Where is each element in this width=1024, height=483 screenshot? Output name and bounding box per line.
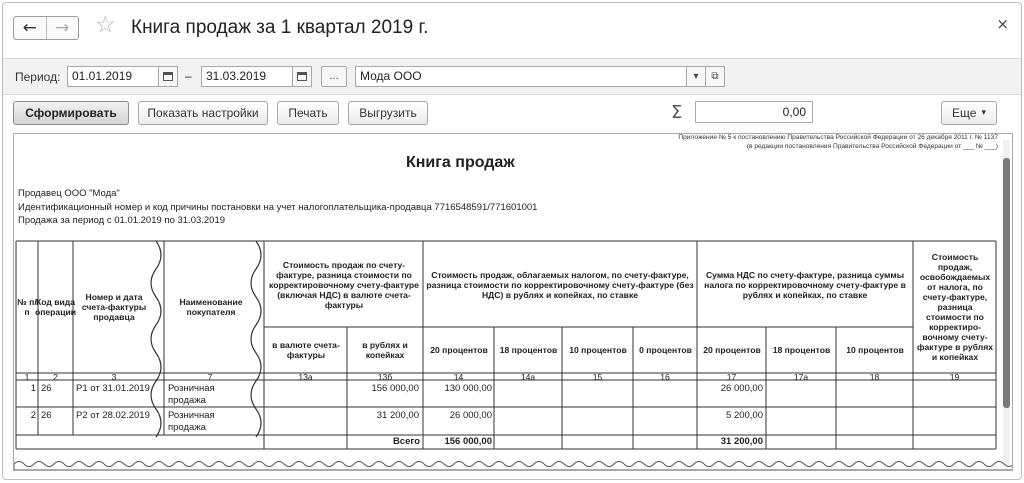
total-label: Всего (392, 436, 420, 447)
vat-20-percent: 26 000,00 (720, 383, 763, 394)
report-sheet[interactable] (13, 133, 1013, 471)
taxable-20-percent: 130 000,00 (444, 383, 492, 394)
period-select-button[interactable]: ... (321, 66, 347, 87)
column-number: 2 (53, 371, 58, 382)
row-number: 2 (30, 410, 36, 421)
title-bar (3, 3, 1021, 53)
operation-code: 26 (41, 383, 52, 394)
organization-dropdown-icon[interactable]: ▾ (686, 66, 706, 87)
date-from-field[interactable]: 01.01.2019 (67, 66, 159, 87)
total-taxable-20-percent: 156 000,00 (444, 436, 492, 447)
column-number: 17 (726, 371, 737, 382)
column-number: 14 (453, 371, 464, 382)
organization-field[interactable]: Мода ООО (355, 66, 687, 87)
date-to-calendar-button[interactable] (292, 66, 312, 87)
header-col-18: 10 процентов (846, 345, 904, 355)
scrollbar-thumb[interactable] (1003, 158, 1010, 408)
header-col-13a: в валюте счета-фактуры (272, 340, 340, 360)
buyer-name: Розничная продажа (168, 383, 215, 406)
column-number: 14а (520, 371, 536, 382)
column-number: 7 (207, 371, 213, 382)
header-taxable-sales: Стоимость продаж, облагаемых налогом, по счету-фактуре, разница стоимости по корректировочному счету-фактуре (без НДС) в рублях и копейках, по ставке (426, 270, 694, 300)
invoice-number-date: Р2 от 28.02.2019 (76, 410, 150, 421)
column-number: 15 (592, 371, 603, 382)
forward-arrow-icon[interactable]: → (55, 17, 70, 38)
header-col-13b: в рублях и копейках (362, 340, 408, 360)
seller-line: Продавец ООО "Мода" (18, 188, 120, 199)
header-operation-code: Код вида операции (34, 297, 77, 317)
sum-field[interactable]: 0,00 (695, 101, 813, 123)
period-label: Период: (15, 70, 61, 84)
header-exempt-sales: Стоимость продаж, освобождаемых от налога, по счету-фактуре, разница стоимости по корректиро-вочному счету-фактуре в рублях и копейках (916, 252, 994, 362)
period-dash: – (185, 69, 192, 83)
column-number: 19 (949, 371, 960, 382)
report-title: Книга продаж (406, 154, 515, 171)
annex-note-line2: (в редакции постановления Правительства Российской Федерации от ___ № ___) (746, 143, 998, 150)
show-settings-button[interactable]: Показать настройки (138, 101, 268, 125)
taxable-20-percent: 26 000,00 (449, 410, 492, 421)
header-vat-amount: Сумма НДС по счету-фактуре, разница суммы налога по корректировочному счету-фактуре в рублях и копейках, по ставке (704, 270, 906, 300)
column-number: 1 (24, 371, 30, 382)
favorite-star-icon[interactable]: ☆ (95, 12, 116, 38)
more-label: Еще (952, 106, 977, 120)
navigation-buttons (13, 16, 79, 40)
sum-sigma-icon: Σ (671, 102, 683, 123)
buyer-name: Розничная продажа (168, 410, 215, 433)
total-vat-20-percent: 31 200,00 (720, 436, 763, 447)
calendar-icon (163, 72, 173, 81)
column-number: 16 (660, 371, 670, 382)
date-from-calendar-button[interactable] (158, 66, 178, 87)
row-number: 1 (30, 383, 36, 394)
header-col-16: 0 процентов (639, 345, 692, 355)
print-button[interactable]: Печать (277, 101, 339, 125)
window-title: Книга продаж за 1 квартал 2019 г. (131, 17, 429, 38)
close-icon[interactable]: × (996, 15, 1009, 33)
calendar-icon (297, 72, 307, 81)
torn-edge-decoration (14, 458, 1013, 470)
header-col-15: 10 процентов (569, 345, 627, 355)
column-number: 13б (377, 371, 393, 382)
header-col-17a: 18 процентов (772, 345, 831, 355)
sales-cost-rub: 156 000,00 (371, 383, 419, 394)
parameters-bar (3, 58, 1021, 95)
report-window (2, 2, 1022, 480)
invoice-number-date: Р1 от 31.01.2019 (76, 383, 150, 394)
header-col-17: 20 процентов (703, 345, 761, 355)
header-buyer: Наименование покупателя (179, 297, 243, 317)
vat-20-percent: 5 200,00 (726, 410, 763, 421)
inn-kpp-line: Идентификационный номер и код причины постановки на учет налогоплательщика-продавца 7716548591/771601001 (18, 202, 538, 213)
column-number: 18 (869, 371, 880, 382)
operation-code: 26 (41, 410, 52, 421)
column-number: 13а (298, 371, 313, 382)
organization-open-icon[interactable]: ⧉ (705, 66, 725, 87)
column-number: 17а (793, 371, 809, 382)
generate-button[interactable]: Сформировать (13, 101, 129, 125)
vertical-scrollbar[interactable] (1003, 140, 1010, 465)
more-button[interactable] (941, 101, 997, 125)
back-arrow-icon[interactable]: ← (14, 17, 47, 39)
header-col-14: 20 процентов (430, 345, 488, 355)
date-to-field[interactable]: 31.03.2019 (201, 66, 293, 87)
header-invoice: Номер и дата счета-фактуры продавца (81, 292, 147, 322)
period-line: Продажа за период с 01.01.2019 по 31.03.2019 (18, 215, 226, 226)
column-number: 3 (111, 371, 117, 382)
sales-cost-rub: 31 200,00 (376, 410, 419, 421)
header-sales-cost-with-vat: Стоимость продаж по счету-фактуре, разница стоимости по корректировочному счету-фактуре (включая НДС) в валюте счета-фактуры (269, 260, 419, 310)
chevron-down-icon: ▾ (981, 108, 986, 118)
export-button[interactable]: Выгрузить (348, 101, 428, 125)
header-col-14a: 18 процентов (499, 345, 558, 355)
annex-note-line1: Приложение № 5 к постановлению Правительства Российской Федерации от 26 декабря 2011 г. № 1137 (678, 134, 998, 141)
header-row-number: № п/п (17, 297, 37, 317)
